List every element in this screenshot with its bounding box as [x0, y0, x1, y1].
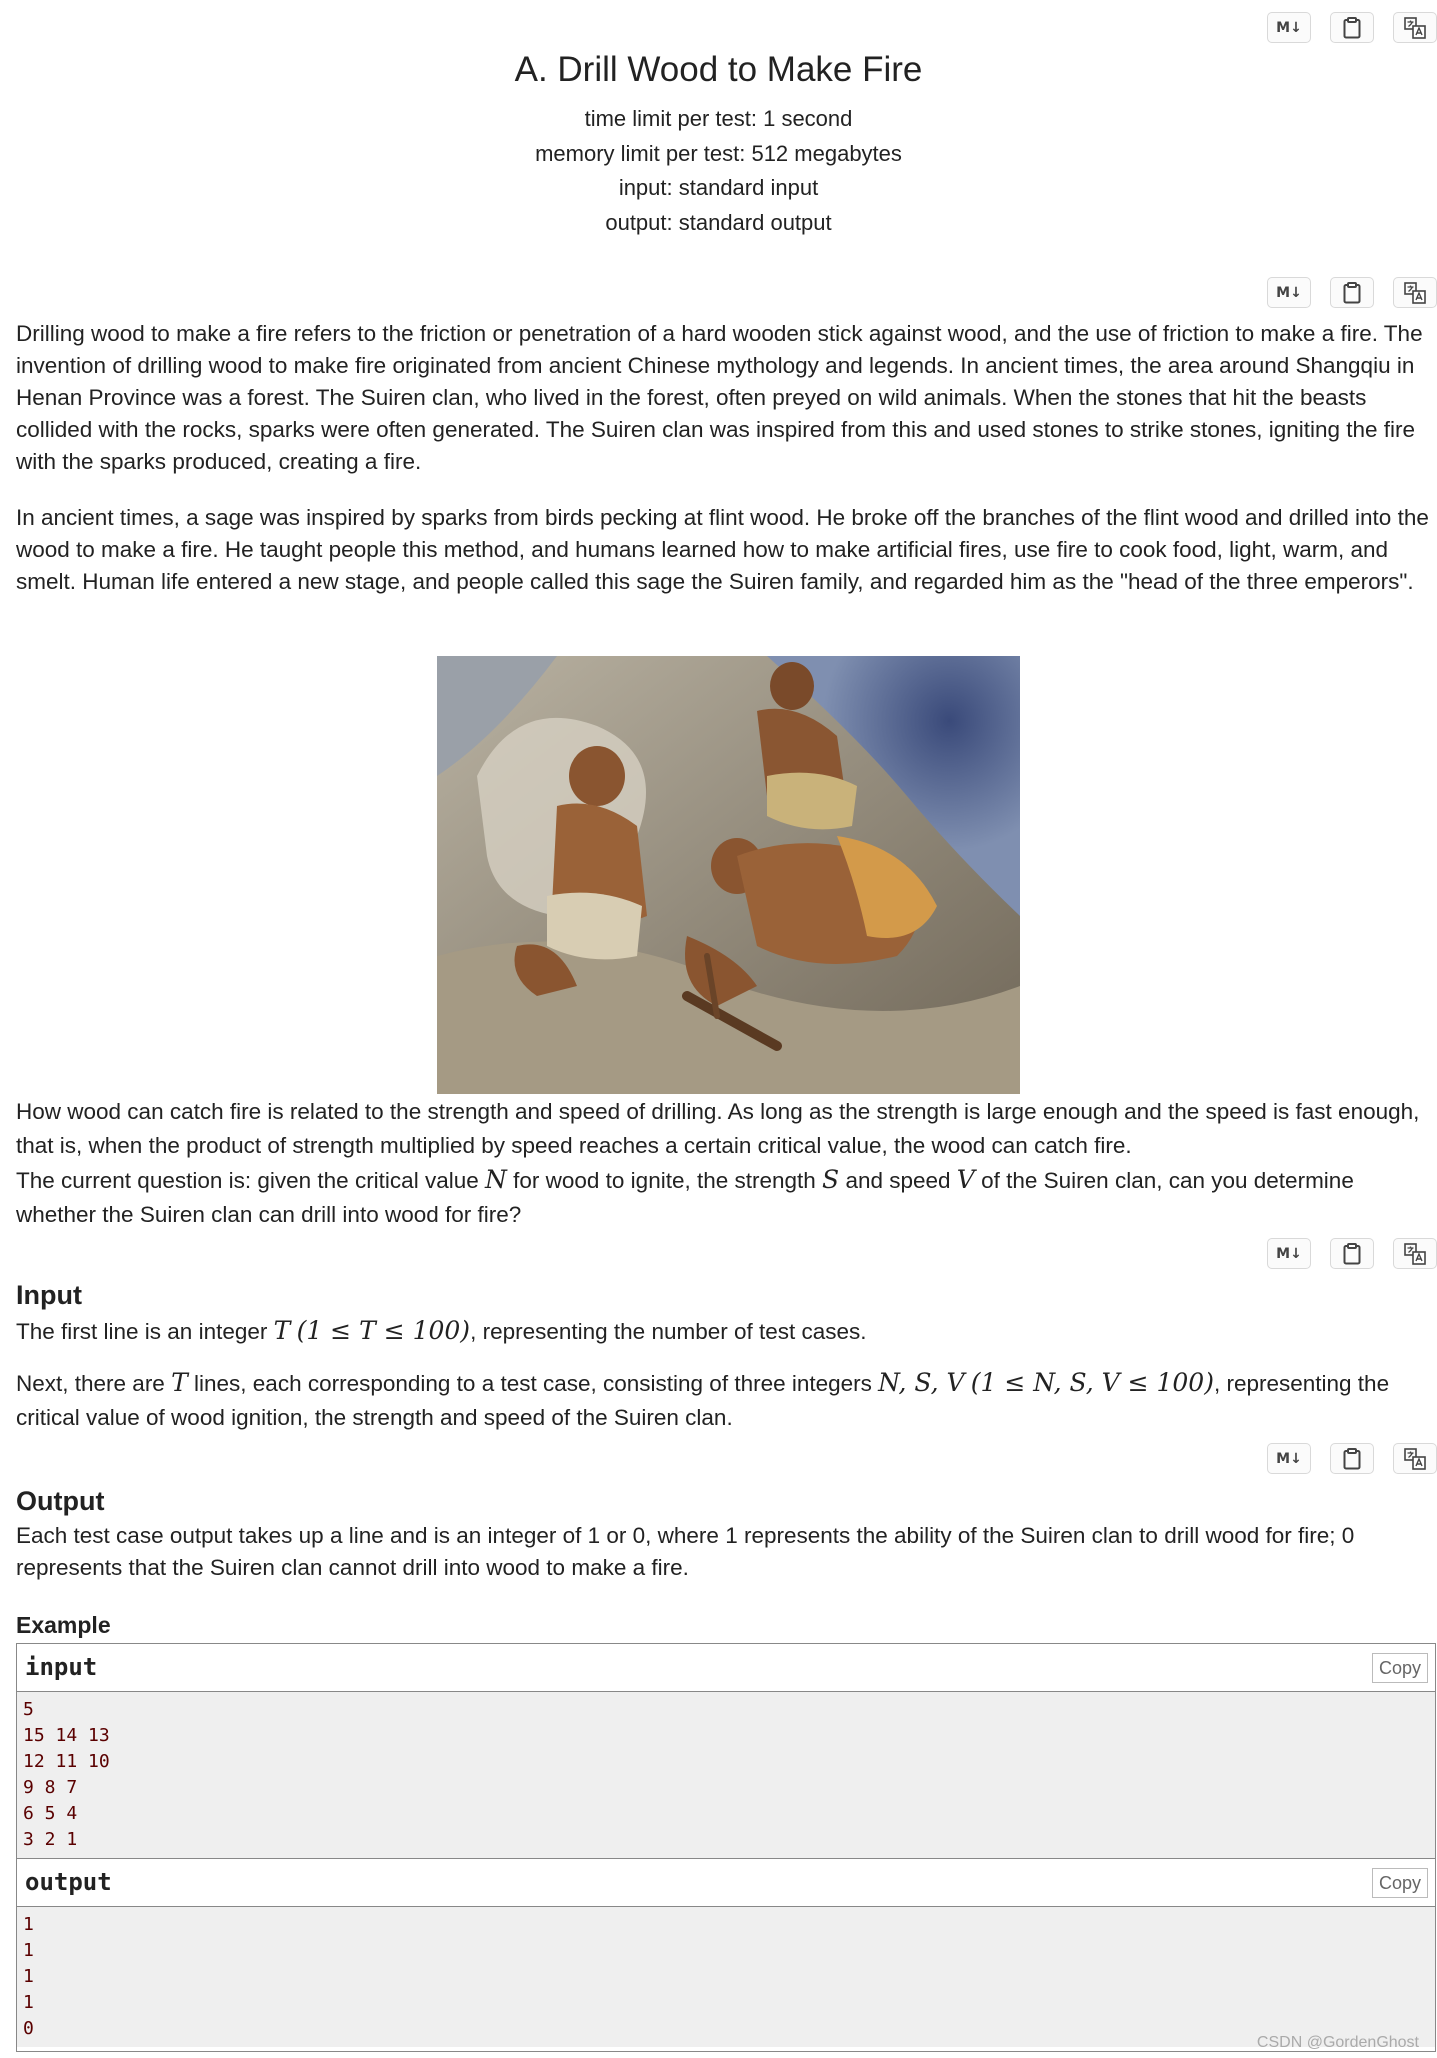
clipboard-icon — [1343, 1243, 1361, 1265]
sample-output-line: 1 — [23, 1940, 34, 1961]
input-paragraph-1: The first line is an integer T (1 ≤ T ≤ 100), representing the number of test cases. — [16, 1316, 867, 1345]
sample-output-line: 1 — [23, 1966, 34, 1987]
sample-input-line: 12 11 10 — [23, 1751, 110, 1772]
sample-input-header — [17, 1644, 1435, 1692]
header-toolbar — [1267, 12, 1437, 43]
problem-header — [0, 48, 1437, 240]
math-var-t: T — [273, 1316, 291, 1345]
math-range-t: (1 ≤ T ≤ 100) — [296, 1316, 471, 1345]
problem-limits — [0, 102, 1437, 240]
sample-output-box — [16, 1859, 1436, 2052]
markdown-button[interactable] — [1267, 1238, 1311, 1269]
math-vars-nsv: N, S, V — [878, 1368, 965, 1397]
markdown-icon: M↓ — [1276, 284, 1302, 301]
copy-clipboard-button[interactable] — [1330, 1238, 1374, 1269]
sample-input-line: 6 5 4 — [23, 1803, 78, 1824]
sample-input-line: 15 14 13 — [23, 1725, 110, 1746]
input-paragraph-2: Next, there are T lines, each corresponding to a test case, consisting of three integers N, S, V (1 ≤ N, S, V ≤ 100), representing the critical value of wood ignition, the strength and speed of the Suiren clan. — [16, 1368, 1390, 1430]
output-file: output: standard output — [605, 209, 832, 235]
translate-icon — [1404, 17, 1426, 39]
clipboard-icon — [1343, 282, 1361, 304]
math-range-nsv: (1 ≤ N, S, V ≤ 100) — [970, 1368, 1214, 1397]
copy-output-button[interactable]: Copy — [1372, 1868, 1428, 1898]
math-var-v: V — [956, 1165, 975, 1194]
clipboard-icon — [1343, 17, 1361, 39]
statement-paragraph-1: Drilling wood to make a fire refers to the friction or penetration of a hard wooden stick against wood, and the use of friction to make a fire. The invention of drilling wood to make fire originated from ancient Chinese mythology and legends. In ancient times, the area around Shangqiu in Henan Province was a forest. The Suiren clan, who lived in the forest, often preyed on wild animals. When the stones that hit the beasts collided with the rocks, sparks were often generated. The Suiren clan was inspired from this and used stones to strike stones, igniting the fire with the sparks produced, creating a fire. — [16, 321, 1423, 474]
sample-input-line: 5 — [23, 1699, 34, 1720]
sample-output-line: 1 — [23, 1992, 34, 2013]
markdown-button[interactable] — [1267, 277, 1311, 308]
markdown-icon: M↓ — [1276, 1450, 1302, 1467]
output-paragraph-1: Each test case output takes up a line and is an integer of 1 or 0, where 1 represents the ability of the Suiren clan to drill wood for fire; 0 represents that the Suiren clan cannot drill into wood to make a fire. — [16, 1523, 1355, 1580]
memory-limit: memory limit per test: 512 megabytes — [535, 140, 902, 166]
sample-output-content[interactable] — [17, 1907, 1435, 2047]
watermark: CSDN @GordenGhost — [1256, 2034, 1419, 2051]
markdown-icon: M↓ — [1276, 1245, 1302, 1262]
copy-clipboard-button[interactable] — [1330, 277, 1374, 308]
example-title: Example — [16, 1612, 111, 1638]
sample-input-line: 3 2 1 — [23, 1829, 78, 1850]
sample-output-label: output — [25, 1868, 112, 1896]
markdown-icon: M↓ — [1276, 19, 1302, 36]
markdown-button[interactable] — [1267, 12, 1311, 43]
translate-button[interactable] — [1393, 1443, 1437, 1474]
translate-icon — [1404, 1448, 1426, 1470]
suiren-clan-picture — [437, 656, 1020, 1094]
suiren-clan-illustration — [437, 656, 1020, 1094]
translate-icon — [1404, 282, 1426, 304]
input-file: input: standard input — [618, 175, 819, 200]
sample-input-content[interactable] — [17, 1692, 1435, 1858]
clipboard-icon — [1343, 1448, 1361, 1470]
sample-input-box — [16, 1643, 1436, 1859]
copy-clipboard-button[interactable] — [1330, 1443, 1374, 1474]
copy-clipboard-button[interactable] — [1330, 12, 1374, 43]
math-var-t: T — [171, 1368, 188, 1397]
math-var-n: N — [484, 1165, 507, 1194]
statement-question: The current question is: given the critical value N for wood to ignite, the strength S and speed V of the Suiren clan, can you determine whether the Suiren clan can drill into wood for fire? — [16, 1165, 1354, 1227]
statement-toolbar — [1267, 277, 1437, 308]
translate-button[interactable] — [1393, 12, 1437, 43]
sample-output-header — [17, 1859, 1435, 1907]
input-toolbar — [1267, 1238, 1437, 1269]
sample-output-line: 0 — [23, 2018, 34, 2039]
translate-button[interactable] — [1393, 1238, 1437, 1269]
sample-input-label: input — [25, 1653, 98, 1681]
translate-button[interactable] — [1393, 277, 1437, 308]
translate-icon — [1404, 1243, 1426, 1265]
sample-input-line: 9 8 7 — [23, 1777, 78, 1798]
output-section-title: Output — [16, 1486, 105, 1516]
problem-title: A. Drill Wood to Make Fire — [514, 50, 923, 89]
copy-input-button[interactable]: Copy — [1372, 1653, 1428, 1683]
time-limit: time limit per test: 1 second — [584, 106, 853, 131]
statement-paragraph-3: How wood can catch fire is related to the strength and speed of drilling. As long as the strength is large enough and the speed is fast enough, that is, when the product of strength multiplied by speed reaches a certain critical value, the wood can catch fire. The current question is: given the critical value N for wood to ignite, the strength S and speed V of the Suiren clan, can you determine whether the Suiren clan can drill into wood for fire? — [16, 1095, 1434, 1232]
math-var-s: S — [822, 1165, 840, 1194]
sample-output-line: 1 — [23, 1914, 34, 1935]
statement-paragraph-2: In ancient times, a sage was inspired by sparks from birds pecking at flint wood. He broke off the branches of the flint wood and drilled into the wood to make a fire. He taught people this method, and humans learned how to make artificial fires, use fire to cook food, light, warm, and smelt. Human life entered a new stage, and people called this sage the Suiren family, and regarded him as the "head of the three emperors". — [16, 505, 1429, 594]
input-section-title: Input — [16, 1280, 82, 1310]
markdown-button[interactable] — [1267, 1443, 1311, 1474]
output-toolbar — [1267, 1443, 1437, 1474]
